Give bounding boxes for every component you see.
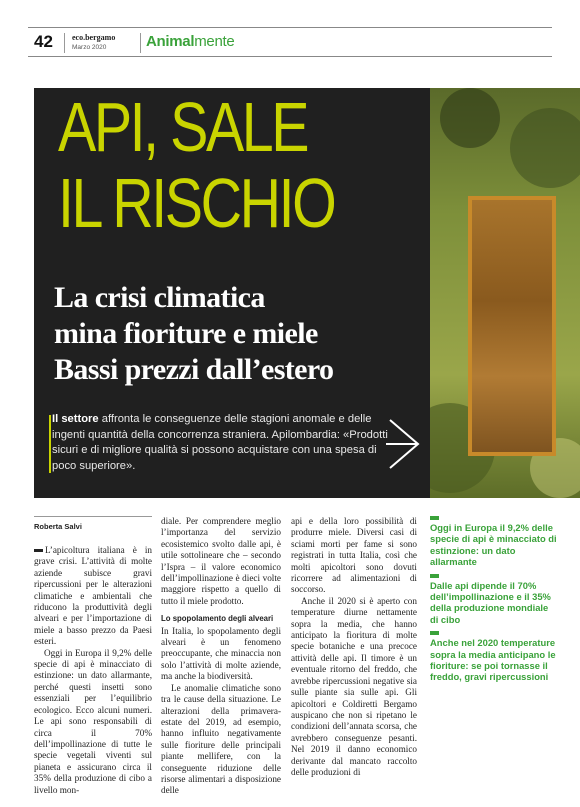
header-bottom-rule [28, 56, 552, 57]
article-column-1 [34, 545, 152, 796]
intro-paragraph: Il settore affronta le conseguenze delle stagioni anomale e delle ingenti quantità della concorrenza straniera. Apilombardia: «Prodotti sicuri e di migliore qualità si possono acquistare con una spesa di poco superiore». [52, 413, 388, 472]
article-paragraph: In Italia, lo spopolamento degli alveari è un fenomeno preoccupante, che minaccia non solo l’attività di molte aziende, ma anche la biodiversità. [161, 625, 281, 682]
article-paragraph: L’apicoltura italiana è in grave crisi. L’attività di molte aziende subisce gravi ripercussioni per le alterazioni climatiche e ambientali che riducono la produttività degli alveari e per l’importazione di miele a basso prezzo da Paesi esteri. [34, 545, 152, 647]
subheadline-line-1: La crisi climatica [54, 281, 265, 314]
page-number: 42 [34, 32, 53, 51]
fact-marker-icon [430, 631, 439, 635]
article-column-2 [161, 516, 281, 797]
article-paragraph: Le anomalie climatiche sono tra le cause della situazione. Le alterazioni della primavera-estate del 2019, ad esempio, hanno influito negativamente sulle fioriture delle principali piante mellifere, con la conseguente riduzione delle risorse alimentari a disposizione delle [161, 682, 281, 796]
header-divider [64, 33, 65, 53]
subheadline-line-2: mina fioriture e miele [54, 317, 318, 350]
fact-marker-icon [430, 516, 439, 520]
article-subheading: Lo spopolamento degli alveari [161, 614, 274, 624]
article-paragraph: diale. Per comprendere meglio l’importanza del servizio ecosistemico svolto dalle api, è utile sottolineare che – secondo l’Ispra – il valore economico dell’impollinazione è dieci volte maggiore rispetto a quello di tutto il miele prodotto. [161, 516, 281, 606]
article-paragraph: Oggi in Europa il 9,2% delle specie di api è minacciato di estinzione: un dato allarmante, perché questi insetti sono essenziali per l’equilibrio ecologico. Ecco alcuni numeri. Le api sono responsabili di circa il 70% dell’impollinazione di tutte le specie vegetali viventi sul pianeta e assicurano circa il 35% della produzione di cibo a livello mon- [34, 647, 152, 795]
author-byline: Roberta Salvi [34, 516, 152, 531]
article-column-3 [291, 516, 417, 778]
issue-date: Marzo 2020 [72, 44, 107, 51]
arrow-right-icon [386, 418, 422, 470]
article-paragraph: Anche il 2020 si è aperto con temperature diurne nettamente sopra la media, che hanno anticipato la fioritura di molte specie botaniche e una precoce attività delle api. Il timore è un eventuale ritorno del freddo, che avrebbe ripercussioni negative sia sulle piante sia sulle api. Gli apicoltori e Coldiretti Bergamo auspicano che non si ripetano le condizioni dell’annata scorsa, che avrebbero conseguenze pesanti. Nel 2019 il danno economico derivante dal mancato raccolto delle produzioni di [291, 595, 417, 777]
intro-accent-bar [49, 415, 51, 473]
article-paragraph: api e della loro possibilità di produrre miele. Diversi casi di sciami morti per fame si sono registrati in tutta Italia, così che molti apicoltori sono dovuti ricorrere ad alimentazioni di soccorso. [291, 516, 417, 595]
paragraph-marker-icon [34, 549, 43, 552]
subheadline-line-3: Bassi prezzi dall’estero [54, 353, 334, 386]
headline-line-2: IL RISCHIO [58, 164, 335, 242]
headline-line-1: API, SALE [58, 88, 308, 166]
section-title: Animalmente [146, 33, 235, 50]
header-top-rule [28, 27, 552, 28]
key-facts-sidebar [430, 516, 558, 689]
key-fact: Dalle api dipende il 70% dell’impollinazione e il 35% della produzione mondiale di cibo [430, 574, 558, 626]
key-fact: Anche nel 2020 temperature sopra la media anticipano le fioriture: se poi tornasse il freddo, gravi ripercussioni [430, 631, 558, 683]
fact-marker-icon [430, 574, 439, 578]
publication-name: eco.bergamo [72, 33, 116, 42]
honeycomb-frame [468, 196, 556, 456]
key-fact: Oggi in Europa il 9,2% delle specie di api è minacciato di estinzione: un dato allarmante [430, 516, 558, 568]
header-divider [140, 33, 141, 53]
